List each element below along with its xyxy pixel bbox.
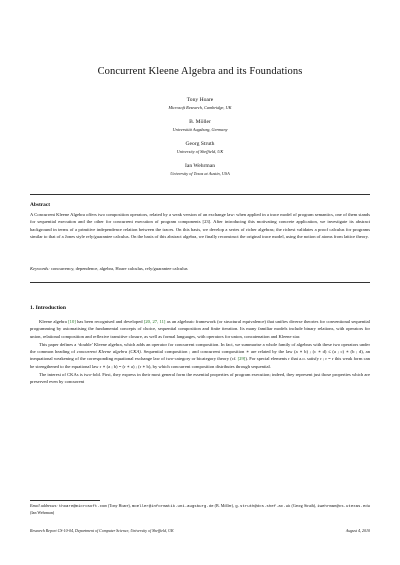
introduction-text xyxy=(30,318,370,387)
abstract-top-rule xyxy=(30,194,370,195)
body-text: ). For special elements r that a.o. satisfy r ; r = r this weak form can be strengthened to the equational law r ∗ (a ; b) = (r ∗ a) ; (r ∗ b), by which concurrent composition distributes through sequential. xyxy=(30,356,370,369)
intro-paragraph xyxy=(30,318,370,340)
section-heading xyxy=(30,305,66,311)
author-name: B. Möller xyxy=(189,119,211,125)
citation-link[interactable]: [20, 27, 11] xyxy=(143,319,166,324)
author-affiliation: University of Texas at Austin, USA xyxy=(170,171,230,176)
email-owner: (Georg Struth), xyxy=(290,503,318,508)
keywords-text: concurrency, dependence, algebra, Hoare calculus, rely/guarantee calculus xyxy=(50,266,188,271)
citation-link[interactable]: [29] xyxy=(237,356,246,362)
keywords-line xyxy=(30,265,370,272)
author-block xyxy=(0,119,400,132)
section-number: 1. xyxy=(30,305,35,311)
intro-paragraph xyxy=(30,371,370,386)
author-affiliation: University of Sheffield, UK xyxy=(176,149,224,154)
keywords-label: Keywords: xyxy=(30,266,50,271)
footnote-label: Email addresses: xyxy=(30,503,58,508)
author-affiliation: Microsoft Research, Cambridge, UK xyxy=(168,105,232,110)
email-address[interactable]: iwehrman@cs.utexas.edu xyxy=(317,505,371,509)
section-title: Introduction xyxy=(35,305,66,311)
report-date: August 4, 2010 xyxy=(345,528,370,533)
author-block xyxy=(0,163,400,176)
body-text: Kleene algebra xyxy=(39,319,69,324)
body-text: has been recognised and developed xyxy=(75,319,144,324)
author-name: Ian Wehrman xyxy=(184,163,216,169)
email-owner: (Ian Wehrman) xyxy=(30,510,55,515)
intro-paragraph xyxy=(30,341,370,370)
author-name: Tony Hoare xyxy=(186,97,214,103)
body-text: This paper defines a ‘double’ Kleene algebra, which adds an operator for concurrent composition. In fact, we summarise a whole family of algebras with these two operators under the common heading of xyxy=(30,341,370,355)
citation-link[interactable]: [10] xyxy=(68,319,76,324)
email-address[interactable]: moeller@informatik.uni-augsburg.de xyxy=(131,505,214,509)
author-block xyxy=(0,141,400,154)
paper-title: Concurrent Kleene Algebra and its Foundations xyxy=(97,66,303,77)
footnote-rule xyxy=(30,500,100,501)
email-owner: (Tony Hoare), xyxy=(106,503,132,508)
abstract-bottom-rule xyxy=(30,282,370,283)
body-text: The interest of CKAs is two-fold. First, they express in their most general form the essential properties of program execution; indeed, they represent just those properties which are preserved even by concurrent xyxy=(30,372,370,385)
author-block xyxy=(0,97,400,110)
email-address[interactable]: g.struth@dcs.shef.ac.uk xyxy=(235,505,291,509)
author-name: Georg Struth xyxy=(185,141,215,147)
footnote-emails xyxy=(30,503,370,516)
abstract-body: A Concurrent Kleene Algebra offers two composition operators, related by a weak version of an exchange law: when applied in a trace model of program semantics, one of them stands for sequential execution and the other for concurrent execution of program components [23]. After introducing this motivating concrete application, we investigate its abstract background in terms of a primitive independence relation between the traces. On this basis, we develop a series of richer algebras; the richest validates a proof calculus for programs similar to that of a Jones style rely/guarantee calculus. On the basis of this abstract algebra, we finally reconstruct the original trace model, using the notion of atoms from lattice theory. xyxy=(30,212,370,240)
emphasis-text: concurrent Kleene algebra (CKA) xyxy=(76,349,141,355)
email-owner: (B. Möller), xyxy=(213,503,236,508)
body-text: . Sequential composition ; and concurrent composition ∗ are related by the law (a ∗ b) ; (c ∗ d) ≤ (a ; c) ∗ (b ; d), an inequational weakening of the corresponding equational exchange law of two-category or bicategory theory (cf. xyxy=(30,349,370,362)
author-affiliation: Universität Augsburg, Germany xyxy=(172,127,228,132)
abstract-heading: Abstract xyxy=(30,202,51,208)
report-line: Research Report CS-10-04, Department of Computer Science, University of Sheffield, UK xyxy=(30,528,174,533)
body-text: as an algebraic framework (or structural equivalence) that unifies diverse theories for conventional sequential programming by axiomatising the fundamental concepts of choice, sequential composition and finite iteration. Its many familiar models include binary relations, with operators for union, relational composition and reflexive transitive closure, as well as formal languages, with operators for union, concatenation and Kleene star. xyxy=(30,319,370,339)
email-address[interactable]: thoare@microsoft.com xyxy=(58,505,107,509)
